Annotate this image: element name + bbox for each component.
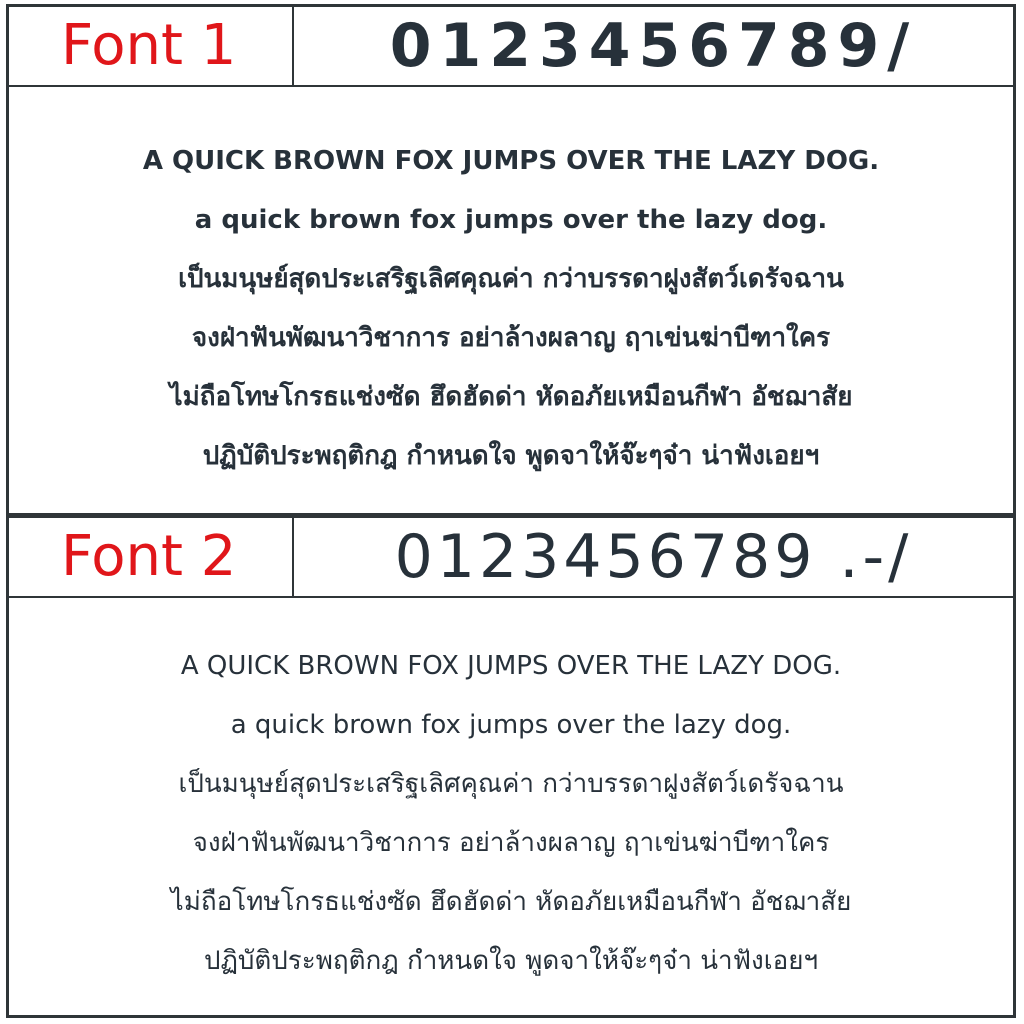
font-2-uppercase-pangram: A QUICK BROWN FOX JUMPS OVER THE LAZY DOG.: [180, 651, 842, 681]
font-1-thai-line-4: ปฏิบัติประพฤติกฎ กำหนดใจ พูดจาให้จ๊ะๆจ๋า น่าฟังเอยฯ: [202, 440, 820, 471]
font-2-header: [9, 518, 1013, 598]
font-specimen-sheet: [6, 4, 1016, 1018]
font-2-thai-line-3: ไม่ถือโทษโกรธแช่งซัด ฮึดฮัดด่า หัดอภัยเหมือนกีฬา อัชฌาสัย: [170, 887, 852, 917]
font-1-digits: 0123456789/: [389, 11, 918, 81]
font-1-thai-line-2: จงฝ่าฟันพัฒนาวิชาการ อย่าล้างผลาญ ฤาเข่นฆ่าบีฑาใคร: [191, 322, 831, 353]
font-1-lowercase-pangram: a quick brown fox jumps over the lazy dog.: [194, 204, 828, 235]
font-1-digits-cell: [294, 7, 1013, 85]
font-2-thai-line-4: ปฏิบัติประพฤติกฎ กำหนดใจ พูดจาให้จ๊ะๆจ๋า น่าฟังเอยฯ: [203, 946, 819, 976]
font-1-header: [9, 7, 1013, 87]
font-1-sample-text: [9, 87, 1013, 515]
font-2-thai-line-1: เป็นมนุษย์สุดประเสริฐเลิศคุณค่า กว่าบรรดาฝูงสัตว์เดรัจฉาน: [178, 769, 844, 799]
font-2-sample-text: [9, 598, 1013, 1015]
font-2-label: Font 2: [61, 524, 237, 589]
font-1-label: Font 1: [61, 13, 237, 78]
font-1-thai-line-1: เป็นมนุษย์สุดประเสริฐเลิศคุณค่า กว่าบรรดาฝูงสัตว์เดรัจฉาน: [178, 263, 844, 294]
font-2-digits: 0123456789 .-/: [394, 522, 913, 592]
font-1-section: [9, 7, 1013, 515]
font-2-section: [9, 518, 1013, 1015]
font-2-label-cell: [9, 518, 294, 596]
font-1-uppercase-pangram: A QUICK BROWN FOX JUMPS OVER THE LAZY DOG.: [142, 145, 880, 176]
font-1-thai-line-3: ไม่ถือโทษโกรธแช่งซัด ฮึดฮัดด่า หัดอภัยเหมือนกีฬา อัชฌาสัย: [169, 381, 853, 412]
font-2-digits-cell: [294, 518, 1013, 596]
font-1-label-cell: [9, 7, 294, 85]
font-2-lowercase-pangram: a quick brown fox jumps over the lazy dog.: [230, 710, 792, 740]
font-2-thai-line-2: จงฝ่าฟันพัฒนาวิชาการ อย่าล้างผลาญ ฤาเข่นฆ่าบีฑาใคร: [192, 828, 830, 858]
